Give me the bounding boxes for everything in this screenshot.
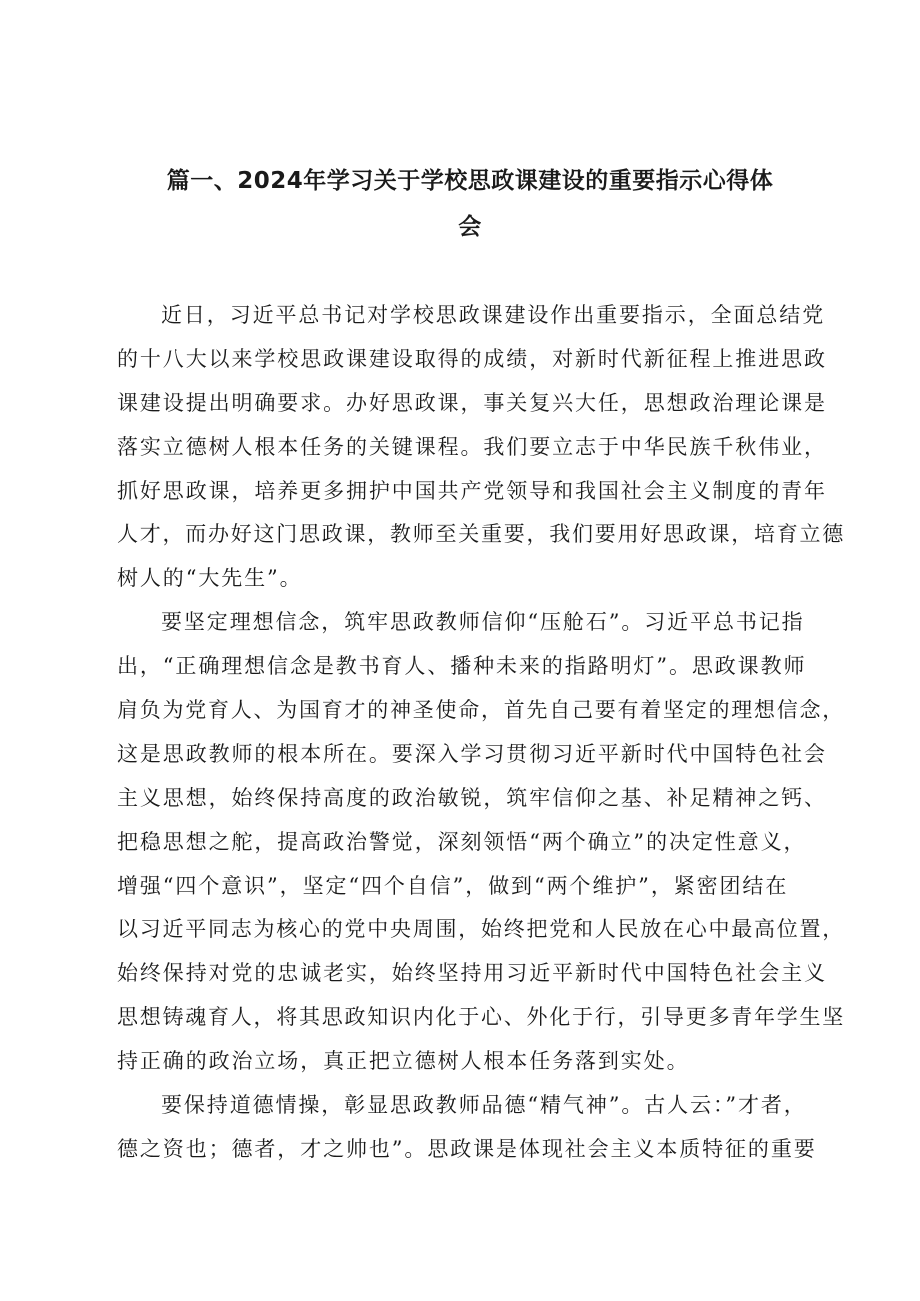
- body-line: 抓好思政课，培养更多拥护中国共产党领导和我国社会主义制度的青年: [117, 478, 827, 503]
- body-line: 持正确的政治立场，真正把立德树人根本任务落到实处。: [117, 1049, 690, 1074]
- body-line: 课建设提出明确要求。办好思政课，事关复兴大任，思想政治理论课是: [117, 390, 827, 415]
- body-line: 树人的“大先生”。: [117, 566, 303, 591]
- body-line: 出，“正确理想信念是教书育人、播种未来的指路明灯”。思政课教师: [117, 654, 807, 679]
- title-line-2: 会: [458, 214, 482, 240]
- title-line-1: 篇一、2024年学习关于学校思政课建设的重要指示心得体: [166, 168, 774, 194]
- body-line: 近日，习近平总书记对学校思政课建设作出重要指示，全面总结党: [161, 303, 826, 327]
- body-line: 落实立德树人根本任务的关键课程。我们要立志于中华民族千秋伟业，: [117, 434, 827, 459]
- body-line: 要保持道德情操，彰显思政教师品德“精气神”。古人云：”才者，: [161, 1093, 807, 1118]
- body-line: 把稳思想之舵，提高政治警觉，深刻领悟“两个确立”的决定性意义，: [117, 829, 807, 854]
- body-line: 增强“四个意识”，坚定“四个自信”，做到“两个维护”，紧密团结在: [117, 873, 789, 898]
- body-line: 人才，而办好这门思政课，教师至关重要，我们要用好思政课，培育立德: [117, 522, 845, 547]
- body-line: 要坚定理想信念，筑牢思政教师信仰“压舱石”。习近平总书记指: [161, 610, 805, 635]
- body-line: 德之资也；德者，才之帅也”。思政课是体现社会主义本质特征的重要: [117, 1136, 817, 1161]
- document-body: [117, 294, 847, 1172]
- body-line: 这是思政教师的根本所在。要深入学习贯彻习近平新时代中国特色社会: [117, 741, 827, 766]
- body-line: 主义思想，始终保持高度的政治敏锐，筑牢信仰之基、补足精神之钙、: [117, 785, 827, 810]
- body-line: 的十八大以来学校思政课建设取得的成绩，对新时代新征程上推进思政: [117, 346, 827, 371]
- body-line: 肩负为党育人、为国育才的神圣使命，首先自己要有着坚定的理想信念，: [117, 698, 845, 723]
- body-line: 始终保持对党的忠诚老实，始终坚持用习近平新时代中国特色社会主义: [117, 961, 827, 986]
- body-line: 以习近平同志为核心的党中央周围，始终把党和人民放在心中最高位置，: [117, 917, 845, 942]
- document-title: [120, 158, 820, 250]
- body-line: 思想铸魂育人，将其思政知识内化于心、外化于行，引导更多青年学生坚: [117, 1005, 845, 1030]
